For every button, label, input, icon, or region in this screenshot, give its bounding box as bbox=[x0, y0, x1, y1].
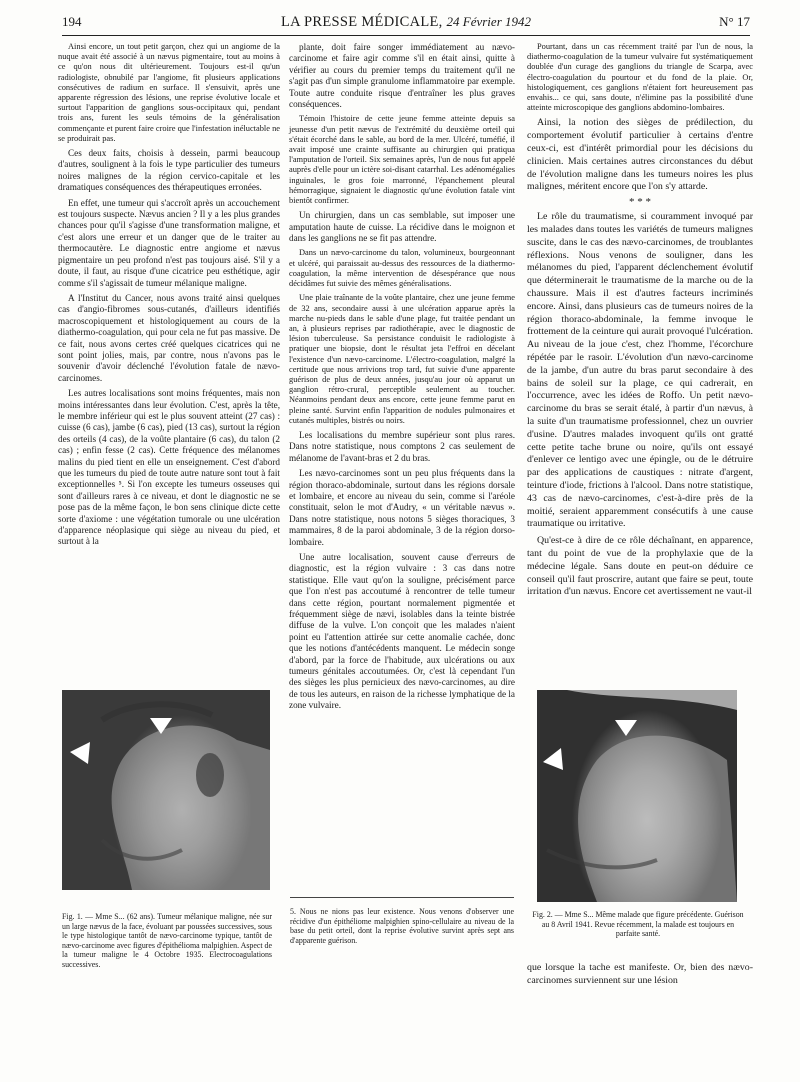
paragraph: En effet, une tumeur qui s'accroît après un accouchement est toujours suspecte. Nævus ancien ? Il y a les plus grandes chances pour qu'il s'agisse d'une transformation maligne, et c'est alors une erreur et un danger que de le traiter au thermocautère. Le diagnostic entre angiome et nævus pigmentaire un peu profond n'est pas toujours aisé. S'il y a doute, il faut, au risque d'une cicatrice peu esthétique, agir comme s'il s'agissait de tumeur mélanique maligne. bbox=[58, 197, 280, 288]
column-3 bbox=[527, 42, 753, 603]
column-1 bbox=[58, 42, 280, 552]
footnote-rule bbox=[290, 897, 514, 898]
journal-title bbox=[62, 14, 750, 31]
page-number: 194 bbox=[62, 14, 82, 29]
figure-2-caption: Fig. 2. — Mme S... Même malade que figure précédente. Guérison au 8 Avril 1941. Revue récemment, la malade est toujours en parfaite santé. bbox=[532, 910, 744, 939]
arrow-marker-icon bbox=[70, 742, 90, 764]
paragraph: Les autres localisations sont moins fréquentes, mais non moins intéressantes dans leur évolution. C'est, après la tête, le membre inférieur qui est le plus souvent atteint (27 cas) : cuisse (6 cas), jambe (6 cas), pied (13 cas), surtout la région des orteils (4 cas), de la voûte plantaire (6 cas), du talon (2 cas) ; enfin fesse (2 cas). Cette fréquence des mélanomes malins du pied tient en elle un enseignement. C'est d'abord que les tumeurs du pied de toute autre nature sont tout à fait exceptionnelles ⁵. Si l'on excepte les tumeurs osseuses qui sont d'ailleurs rares à ce niveau, et dont le diagnostic ne se pose pas de la même façon, le bon sens clinique dicte cette sorte d'axiome : une végétation tumorale ou une ulcération d'apparence néoplasique qui siège au niveau du pied, et surtout à la bbox=[58, 388, 280, 547]
paragraph: Pourtant, dans un cas récemment traité par l'un de nous, la diathermo-coagulation de la tumeur vulvaire fut systématiquement doublée d'un curage des ganglions du triangle de Scarpa, avec électro-coagulation du pourtour et du fond de la plaie. Or, histologiquement, ces ganglions n'étaient fort heureusement pas envahis... ce qui, sans doute, n'élimine pas la possibilité d'une atteinte microscopique des ganglions abdomino-lombaires. bbox=[527, 42, 753, 113]
paragraph-continuation: que lorsque la tache est manifeste. Or, bien des nævo-carcinomes surviennent sur une lésion bbox=[527, 962, 753, 986]
paragraph: Une autre localisation, souvent cause d'erreurs de diagnostic, est la région vulvaire : 3 cas dans notre statistique. Elle vaut qu'on la souligne, précisément parce que l'on n'est pas accoutumé à rencontrer de telle tumeur dans cette région, pourtant normalement pigmentée et fréquemment siège de nævi, isolables dans la teinte bistrée diffuse de la vulve. L'on conçoit que les malades n'aient point eu l'attention attirée sur cette anomalie cachée, donc que les notions d'antécédents manquent. Le médecin songe d'abord, par la force de l'habitude, aux ulcérations ou aux tumeurs génitales accoutumées. Or, c'est là cependant l'un des sièges les plus pernicieux des nævo-carcinomes, au dire de tous les auteurs, en raison de la richesse lymphatique de la zone vulvaire. bbox=[289, 552, 515, 711]
paragraph: Les nævo-carcinomes sont un peu plus fréquents dans la région thoraco-abdominale, surtout dans les régions dorsale et lombaire, et encore au niveau du sein, comme si l'aréole constituait, selon le mot d'Audry, « un véritable nævus ». Dans notre statistique, nous notons 5 sièges thoraciques, 3 mammaires, 8 de la paroi abdominale, 3 de la région dorso-lombaire. bbox=[289, 468, 515, 547]
paragraph: Ainsi encore, un tout petit garçon, chez qui un angiome de la nuque avait été associé à un nævus pigmentaire, tout au moins à ce qu'on nous dit ultérieurement. Toujours est-il qu'un radiologiste, obnubilé par l'angiome, fit plusieurs applications consécutives de radium en surface. Il s'ensuivit, après une apparente régression des lésions, une reprise évolutive locale et surtout l'apparition de ganglions sous-occipitaux qui, pendant trois ans, furent les seuls témoins de la généralisation commençante et purent faire croire que l'infestation inéluctable ne se produirait pas. bbox=[58, 42, 280, 143]
paragraph: Une plaie traînante de la voûte plantaire, chez une jeune femme de 32 ans, secondaire aussi à une ulcération apparue après la marche nu-pieds dans le sable d'une plage, fut traitée pendant un an, à plusieurs reprises par radiothérapie, avec le diagnostic de lésion tuberculeuse. Sa persistance conduisit le radiologiste à pratiquer une biopsie, dont le résultat jeta l'effroi en décelant l'existence d'un nævo-carcinome. L'électro-coagulation, malgré la certitude que nous arrivions trop tard, fut suivie d'une apparente guérison de plus de deux années, jusqu'au jour où apparut un ganglion rétro-crural, perceptible seulement au toucher. Néanmoins pendant deux ans encore, cette jeune femme parut en pleine santé. Survint enfin l'apparition de nodules pulmonaires et cutanés multiples, bistrés ou noirs. bbox=[289, 293, 515, 425]
section-separator: * * * bbox=[629, 196, 651, 209]
issue-date: 24 Février 1942 bbox=[446, 14, 531, 29]
paragraph: Les localisations du membre supérieur sont plus rares. Dans notre statistique, nous comptons 2 cas seulement de mélanome de l'avant-bras et 2 du bras. bbox=[289, 429, 515, 463]
arrow-marker-icon bbox=[615, 720, 637, 736]
paragraph: Ces deux faits, choisis à dessein, parmi beaucoup d'autres, soulignent à la fois le type particulier des tumeurs noires malignes de la région cervico-capitale et les dramatiques conséquences des thérapeutiques erronées. bbox=[58, 148, 280, 193]
figure-1-caption: Fig. 1. — Mme S... (62 ans). Tumeur mélanique maligne, née sur un large nævus de la face, évoluant par poussées successives, sous le type histologique tantôt de nævo-carcinome typique, tantôt de nævo-carcinome avec figures d'épithélioma malpighien. Aspect de la tumeur maligne le 4 Octobre 1935. Electrocoagulations successives. bbox=[62, 912, 272, 969]
paragraph: Ainsi, la notion des sièges de prédilection, du comportement évolutif particulier à certains d'entre ceux-ci, est d'intérêt primordial pour les décisions du clinicien. Mais certaines autres circonstances du début de l'évolution maligne dans les tumeurs noires les plus malignes, méritent encore que l'on s'y attarde. bbox=[527, 117, 753, 193]
footnote: 5. Nous ne nions pas leur existence. Nous venons d'observer une récidive d'un épithéliome malpighien spino-cellulaire au niveau de la base du petit orteil, dont la reprise évolutive survint après sept ans d'apparente guérison. bbox=[290, 907, 514, 945]
paragraph: Témoin l'histoire de cette jeune femme atteinte depuis sa jeunesse d'un petit nævus de l'extrémité du deuxième orteil qui s'était écorché dans le sable, au bord de la mer. Ulcéré, tuméfié, il avait imposé une crainte suffisante au chirurgien qui pratiqua l'amputation de l'orteil. Six semaines après, l'un de nous fut appelé auprès d'elle pour un ictère soi-disant catarrhal. Les adénomégalies inguinales, le gros foie marronné, l'épanchement pleural hémorragique, signaient le diagnostic qu'une évolution fatale vint bientôt confirmer. bbox=[289, 114, 515, 206]
arrow-marker-icon bbox=[543, 748, 563, 770]
paragraph: Un chirurgien, dans un cas semblable, sut imposer une amputation haute de cuisse. La récidive dans le moignon et dans les ganglions ne se fit pas attendre. bbox=[289, 210, 515, 244]
column-2 bbox=[289, 42, 515, 716]
paragraph: Qu'est-ce à dire de ce rôle déchaînant, en apparence, tant du point de vue de la prophylaxie que de la médecine légale. Sans doute en peut-on déduire ce conseil qu'il faut proscrire, autant que faire se peut, toute irritation d'un nævus. Encore cet avertissement ne vaut-il bbox=[527, 535, 753, 598]
page-header bbox=[62, 14, 750, 36]
paragraph: Le rôle du traumatisme, si couramment invoqué par les malades dans toutes les variétés de tumeurs malignes suscite, dans le cas des nævo-carcinomes, de troublantes réflexions. Nous venons de souligner, dans les mélanomes du pied, l'apparent déclenchement évolutif que déterminerait le traumatisme de la marche ou de la chaussure. Mais il est d'autres facteurs incriminés encore. Ainsi, dans plusieurs cas de tumeurs noires de la région thoraco-abdominale, la femme invoque le frottement de la ceinture qui aurait provoqué l'ulcération. Au niveau de la joue c'est, chez l'homme, l'écorchure répétée par le rasoir. L'évolution d'un nævo-carcinome de la jambe, d'un autre du bras parut secondaire à des bains de soleil sur la plage, ce qui cadrerait, en l'occurrence, avec les idées de Roffo. Un petit nævo-carcinome du bras se serait étalé, à partir d'un nævus, à la suite d'un traumatisme professionnel, chez un ouvrier d'usine. D'autres malades invoquent qu'ils ont gratté cette petite tache brune ou noire, qu'ils ont essayé d'enlever ce lentigo avec une épingle, ou de le détruire par des applications de caustiques : nitrate d'argent, teinture d'iode, frictions à l'alcool. Dans notre statistique, 43 cas de nævo-carcinomes, c'est-à-dire près de la moitié, seraient apparemment consécutifs à une cause traumatique ou irritative. bbox=[527, 211, 753, 530]
paragraph: plante, doit faire songer immédiatement au nævo-carcinome et faire agir comme s'il en était ainsi, quitte à vérifier au cours du premier temps du traitement qu'il ne s'agit pas d'un simple granulome inflammatoire par exemple. Toute autre conduite risque d'entraîner les plus graves conséquences. bbox=[289, 42, 515, 110]
figure-1-photo bbox=[62, 690, 270, 890]
issue-number: N° 17 bbox=[719, 14, 750, 29]
figure-2-photo bbox=[537, 690, 737, 902]
paragraph: Dans un nævo-carcinome du talon, volumineux, bourgeonnant et ulcéré, qui paraissait au-dessus des ressources de la diathermo-coagulation, la même intervention de désespérance que nous décidâmes fut suivie des mêmes généralisations. bbox=[289, 248, 515, 289]
header-rule bbox=[62, 35, 750, 36]
journal-name: LA PRESSE MÉDICALE, bbox=[280, 14, 443, 30]
paragraph: A l'Institut du Cancer, nous avons traité ainsi quelques cas d'angio-fibromes sous-cutanés, d'ailleurs identifiés macroscopiquement et histologiquement au cours de la diathermo-coagulation, qui pour cela ne fut pas massive. De ce fait, nous avons certes créé quelques cicatrices qui ne sont point jolies, mais, par contre, nous n'avons pas le souvenir d'avoir déclenché l'évolution fatale de nævo-carcinomes. bbox=[58, 292, 280, 383]
